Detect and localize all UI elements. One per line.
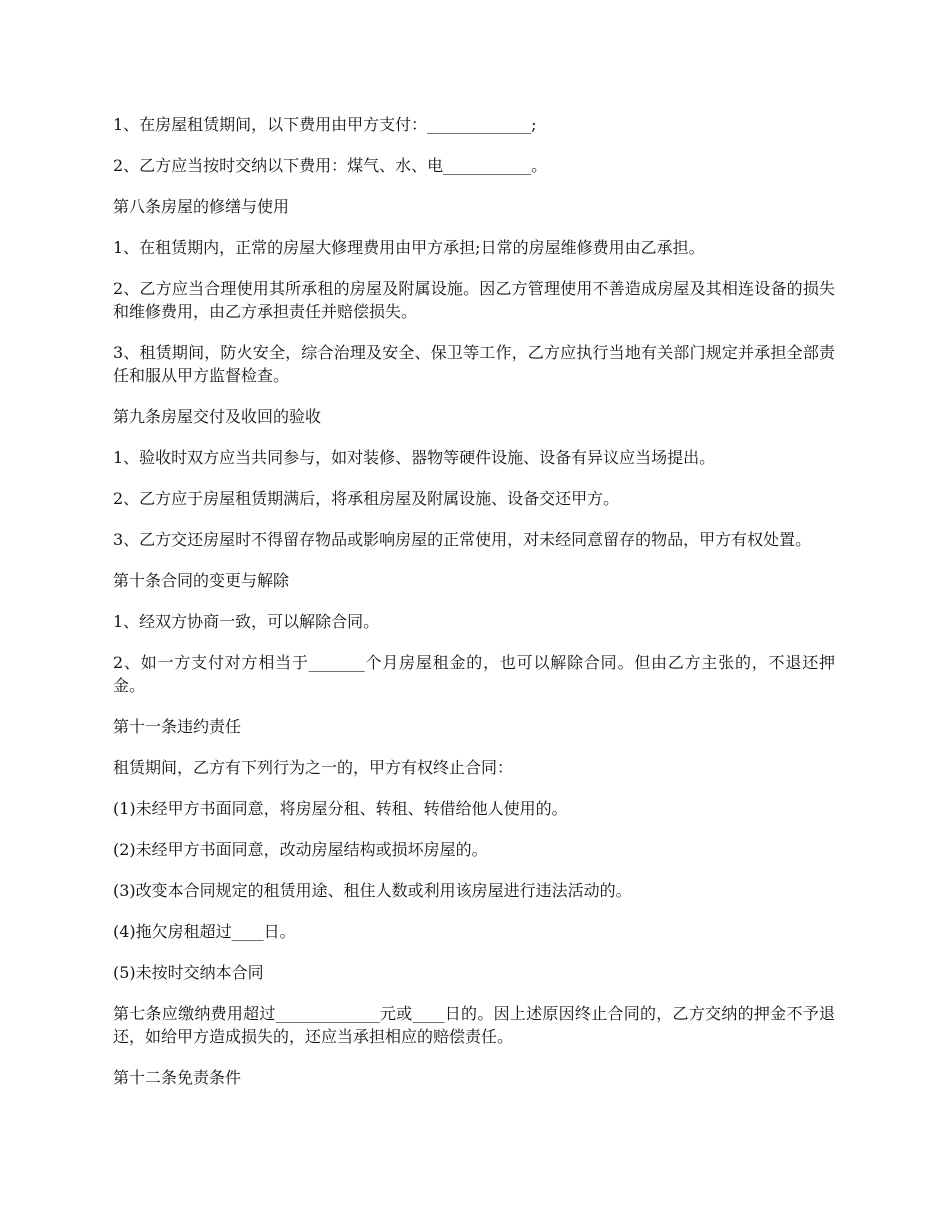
section-heading-article-10: 第十条合同的变更与解除 xyxy=(113,571,290,590)
section-heading-article-12: 第十二条免责条件 xyxy=(113,1068,242,1087)
paragraph-fee-landlord: 1、在房屋租赁期间，以下费用由甲方支付：_____________; xyxy=(113,115,537,134)
section-heading-article-8: 第八条房屋的修缮与使用 xyxy=(113,197,290,216)
section-heading-article-11: 第十一条违约责任 xyxy=(113,717,242,736)
paragraph-fire-safety: 3、租赁期间，防火安全，综合治理及安全、保卫等工作，乙方应执行当地有关部门规定并承担全部责任和服从甲方监督检查。 xyxy=(113,343,835,385)
paragraph-deposit-forfeit: 第七条应缴纳费用超过_____________元或____日的。因上述原因终止合同的，乙方交纳的押金不予退还，如给甲方造成损失的，还应当承担相应的赔偿责任。 xyxy=(113,1004,835,1046)
section-heading-article-9: 第九条房屋交付及收回的验收 xyxy=(113,407,322,426)
paragraph-joint-inspection: 1、验收时双方应当共同参与，如对装修、器物等硬件设施、设备有异议应当场提出。 xyxy=(113,448,716,467)
paragraph-paid-termination: 2、如一方支付对方相当于_______个月房屋租金的，也可以解除合同。但由乙方主张的，不退还押金。 xyxy=(113,653,835,695)
paragraph-fee-tenant: 2、乙方应当按时交纳以下费用：煤气、水、电___________。 xyxy=(113,156,548,175)
paragraph-return-property: 2、乙方应于房屋租赁期满后，将承租房屋及附属设施、设备交还甲方。 xyxy=(113,489,620,508)
list-item-unpaid-fees: (5)未按时交纳本合同 xyxy=(113,963,264,982)
list-item-rent-overdue: (4)拖欠房租超过____日。 xyxy=(113,922,296,941)
paragraph-leftover-items: 3、乙方交还房屋时不得留存物品或影响房屋的正常使用，对未经同意留存的物品，甲方有权处置。 xyxy=(113,530,812,549)
paragraph-reasonable-use: 2、乙方应当合理使用其所承租的房屋及附属设施。因乙方管理使用不善造成房屋及其相连设备的损失和维修费用，由乙方承担责任并赔偿损失。 xyxy=(113,279,835,321)
list-item-illegal-use: (3)改变本合同规定的租赁用途、租住人数或利用该房屋进行违法活动的。 xyxy=(113,881,632,900)
document-page xyxy=(113,113,835,1107)
list-item-alter-structure: (2)未经甲方书面同意，改动房屋结构或损坏房屋的。 xyxy=(113,840,488,859)
paragraph-repair-cost: 1、在租赁期内，正常的房屋大修理费用由甲方承担;日常的房屋维修费用由乙承担。 xyxy=(113,238,705,257)
paragraph-termination-intro: 租赁期间，乙方有下列行为之一的，甲方有权终止合同： xyxy=(113,758,514,777)
list-item-sublet: (1)未经甲方书面同意，将房屋分租、转租、转借给他人使用的。 xyxy=(113,799,568,818)
paragraph-mutual-termination: 1、经双方协商一致，可以解除合同。 xyxy=(113,612,380,631)
